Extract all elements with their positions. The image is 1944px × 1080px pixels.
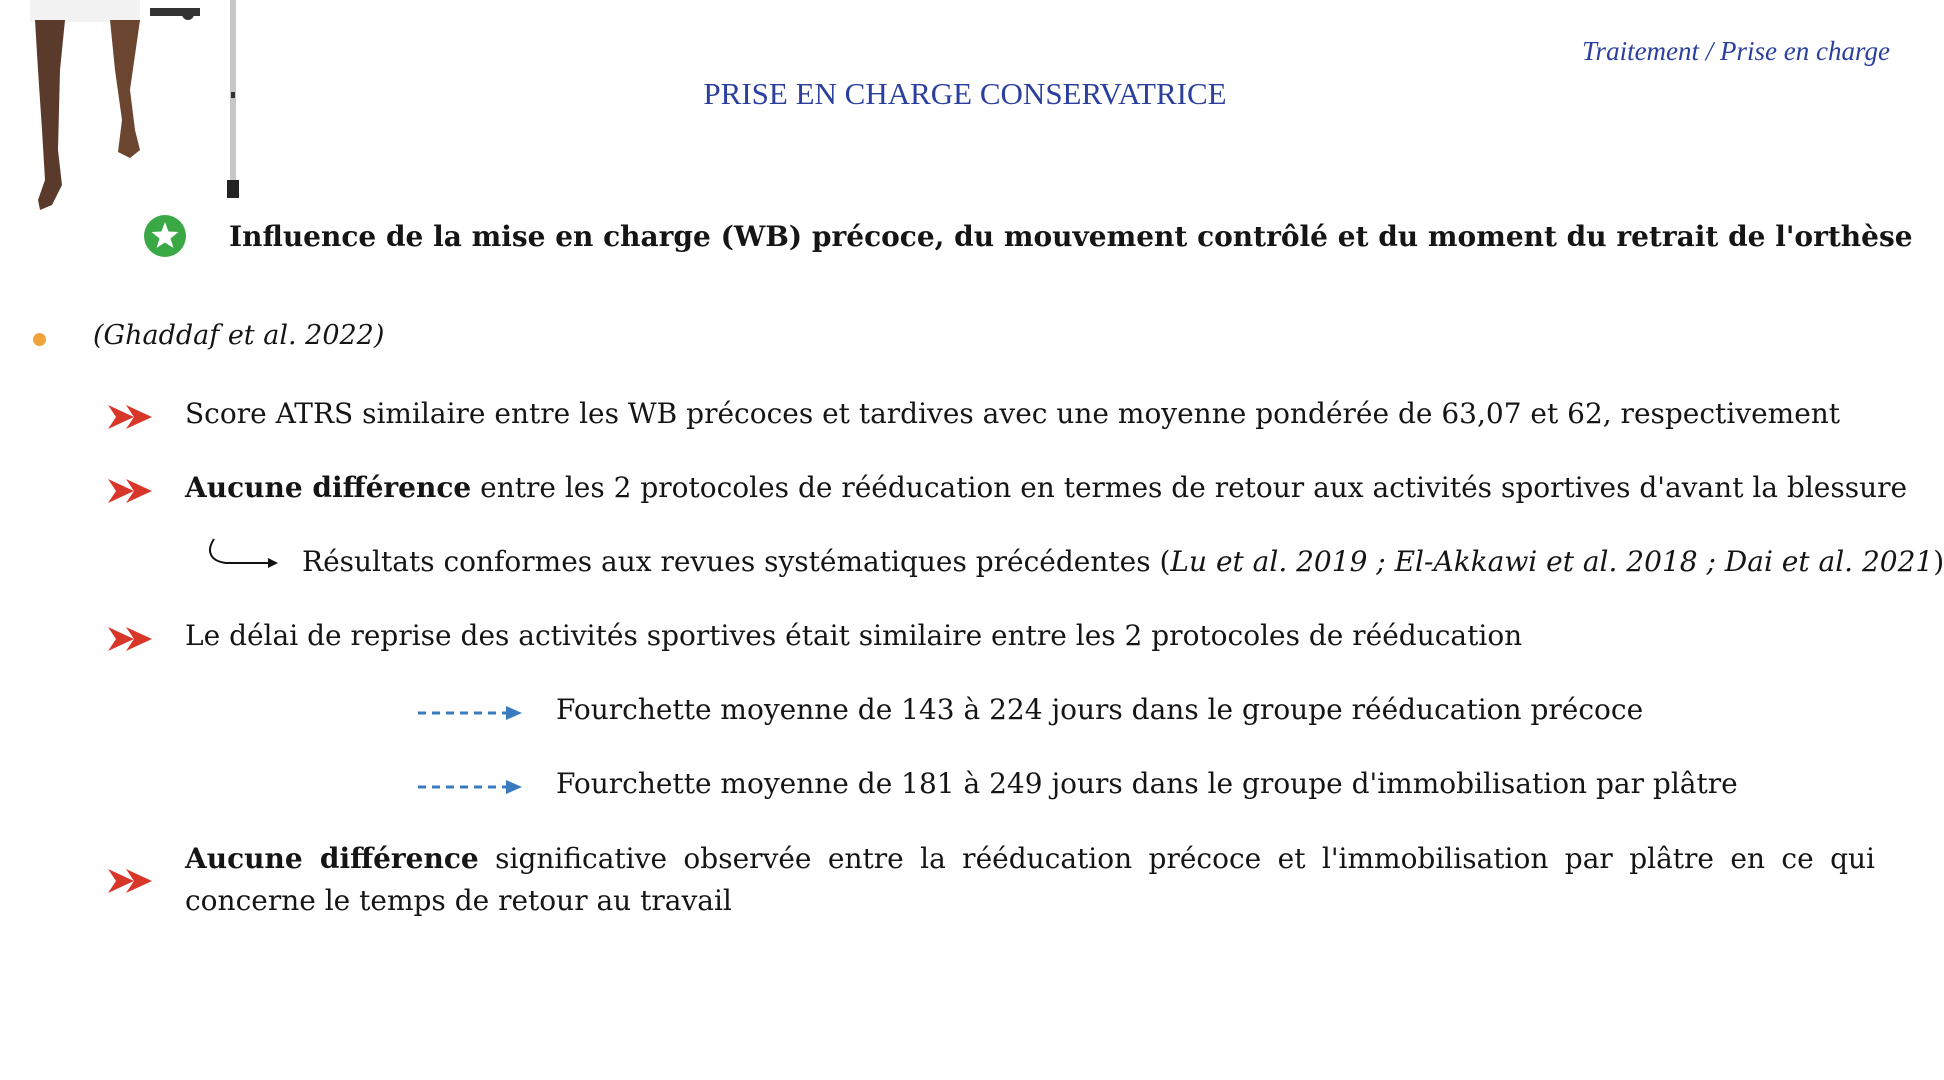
double-arrow-icon [108, 404, 156, 430]
star-badge-icon [143, 214, 187, 258]
dashed-arrow-icon [416, 705, 522, 721]
double-arrow-icon [108, 868, 156, 894]
dashed-arrow-icon [416, 779, 522, 795]
curved-arrow-icon [206, 537, 278, 571]
range-cast-immobilisation: Fourchette moyenne de 181 à 249 jours dans le groupe d'immobilisation par plâtre [556, 767, 1738, 800]
point-4: Aucune différence significative observée entre la rééducation précoce et l'immobilisation par plâtre en ce qui concerne le temps de retour au travail [185, 842, 1875, 917]
double-arrow-icon [108, 626, 156, 652]
page-title: PRISE EN CHARGE CONSERVATRICE [703, 76, 1227, 111]
note-line: Résultats conformes aux revues systématiques précédentes (Lu et al. 2019 ; El-Akkawi et al. 2018 ; Dai et al. 2021) [302, 545, 1944, 578]
point-2: Aucune différence entre les 2 protocoles de rééducation en termes de retour aux activités sportives d'avant la blessure [185, 471, 1908, 504]
double-arrow-icon [108, 478, 156, 504]
reference-citation: (Ghaddaf et al. 2022) [93, 320, 385, 351]
breadcrumb: Traitement / Prise en charge [1582, 36, 1890, 66]
section-heading [143, 214, 1913, 258]
section-heading-text: Influence de la mise en charge (WB) précoce, du mouvement contrôlé et du moment du retrait de l'orthèse [229, 219, 1913, 253]
bullet-dot [33, 333, 46, 346]
point-3: Le délai de reprise des activités sportives était similaire entre les 2 protocoles de rééducation [185, 619, 1523, 652]
range-early-rehab: Fourchette moyenne de 143 à 224 jours dans le groupe rééducation précoce [556, 693, 1644, 726]
point-1: Score ATRS similaire entre les WB précoces et tardives avec une moyenne pondérée de 63,07 et 62, respectivement [185, 397, 1841, 430]
